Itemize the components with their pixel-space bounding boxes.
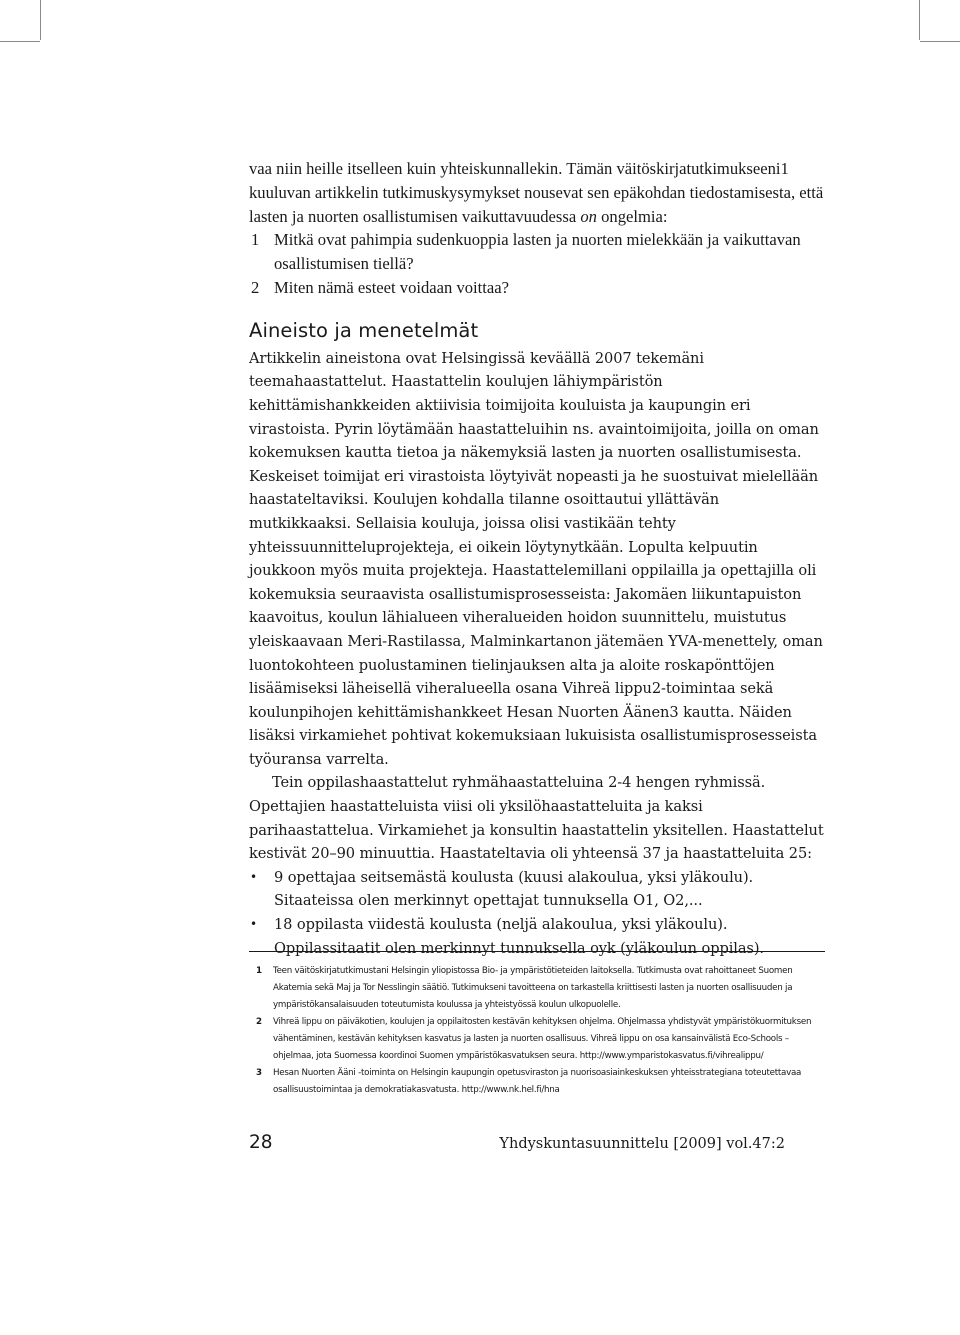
- body-paragraph: Tein oppilashaastattelut ryhmähaastatteluina 2-4 hengen ryhmissä. Opettajien haastatteluista viisi oli yksilöhaastatteluita ja kaksi parihaastattelua. Virkamiehet ja konsultin haastattelin yksitellen. Haastattelut kestivät 20–90 minuuttia. Haastateltavia oli yhteensä 37 ja haastatteluita 25:: [249, 774, 824, 863]
- intro-text: kuuluvan artikkelin tutkimuskysymykset nousevat sen epäkohdan tiedostamisesta, että lasten ja nuorten osallistumisen vaikuttavuudessa: [249, 182, 824, 226]
- list-item: [249, 866, 825, 913]
- footnote: [256, 1014, 828, 1065]
- footnote-number: 3: [256, 1068, 262, 1078]
- list-item: [249, 228, 825, 276]
- question-number: 2: [251, 277, 260, 297]
- footnote-text: Hesan Nuorten Ääni -toiminta on Helsingin kaupungin opetusviraston ja nuorisoasiainkeskuksen yhteisstrategiana toteutettavaa osallisuustoimintaa ja demokratiakasvatusta. http://www.nk.hel.fi/hna: [273, 1068, 802, 1095]
- list-item: [249, 276, 825, 300]
- body-text: -toimintaa sekä koulunpihojen kehittämishankkeet Hesan Nuorten Äänen: [249, 680, 774, 721]
- footnote-text: Teen väitöskirjatutkimustani Helsingin yliopistossa Bio- ja ympäristötieteiden laitoksella. Tutkimusta ovat rahoittaneet Suomen Akatemia sekä Maj ja Tor Nesslingin säätiö. Tutkimukseni tavoitteena on tarkastella kriittisesti lasten ja nuorten osallisuuden ja ympäristökansalaisuuden toteutumista koulussa ja yhteistyössä koulun ulkopuolelle.: [273, 966, 793, 1010]
- crop-mark: [40, 0, 41, 40]
- footnote-ref: 3: [669, 703, 679, 721]
- intro-text: ongelmia:: [601, 206, 668, 226]
- question-text: Mitkä ovat pahimpia sudenkuoppia lasten ja nuorten mielekkään ja vaikuttavan osallistumisen tiellä?: [274, 230, 801, 274]
- crop-mark: [920, 41, 960, 42]
- crop-mark: [0, 41, 40, 42]
- intro-text: Tämän väitöskirjatutkimukseeni: [566, 159, 781, 178]
- footnote-divider: [249, 951, 825, 952]
- body-paragraph: [249, 347, 825, 772]
- bullet-text: 18 oppilasta viidestä koulusta (neljä alakoulua, yksi yläkoulu). Oppilassitaatit olen merkinnyt tunnuksella oyk (yläkoulun oppilas).: [274, 916, 764, 957]
- article-body: [249, 157, 825, 960]
- bullet-list: [249, 866, 825, 960]
- question-text: Miten nämä esteet voidaan voittaa?: [274, 277, 509, 297]
- research-questions: [249, 228, 825, 299]
- page-number: 28: [249, 1132, 273, 1153]
- crop-mark: [919, 0, 920, 40]
- bullet-text: 9 opettajaa seitsemästä koulusta (kuusi alakoulua, yksi yläkoulu). Sitaateissa olen merkinnyt opettajat tunnuksella O1, O2,...: [274, 868, 754, 910]
- intro-text: vaa niin heille itselleen kuin yhteiskunnallekin.: [249, 159, 563, 178]
- list-item: [249, 913, 825, 960]
- bullet-icon: •: [250, 869, 257, 884]
- body-text: kautta. Näiden lisäksi virkamiehet pohtivat kokemuksiaan lukuisista osallistumisprosesseista työuransa varrelta.: [249, 703, 817, 768]
- intro-paragraph: [249, 157, 825, 228]
- footnote-ref: 2: [651, 680, 662, 698]
- question-number: 1: [251, 230, 260, 250]
- journal-footer: Yhdyskuntasuunnittelu [2009] vol.47:2: [499, 1136, 785, 1152]
- footnote-ref: 1: [780, 159, 789, 178]
- footnotes: [256, 963, 828, 1099]
- footnote: [256, 1065, 828, 1099]
- section-heading: Aineisto ja menetelmät: [249, 318, 479, 342]
- body-text: Artikkelin aineistona ovat Helsingissä keväällä 2007 tekemäni teemahaastattelut. Haastattelin koulujen lähiympäristön kehittämishankkeiden aktiivisia toimijoita kouluista ja kaupungin eri virastoista. Pyrin löytämään haastatteluihin ns. avaintoimijoita, joilla on oman kokemuksen kautta tietoa ja näkemyksiä lasten ja nuorten osallistumisesta. Keskeiset toimijat eri virastoista löytyivät nopeasti ja he suostuivat mielellään haastateltaviksi. Koulujen kohdalla tilanne osoittautui yllättävän mutkikkaaksi. Sellaisia kouluja, joissa olisi vastikään tehty yhteissuunnitteluprojekteja, ei oikein löytynytkään. Lopulta kelpuutin joukkoon myös muita projekteja. Haastattelemillani oppilailla ja opettajilla oli kokemuksia seuraavista osallistumisprosesseista: Jakomäen liikuntapuiston kaavoitus, koulun lähialueen viheralueiden hoidon suunnittelu, muistutus yleiskaavaan Meri-Rastilassa, Malminkartanon jätemäen YVA-menettely, oman luontokohteen puolustaminen tielinjauksen alta ja aloite roskapönttöjen lisäämiseksi läheisellä viheralueella osana Vihreä lippu: [249, 349, 823, 698]
- footnote: [256, 963, 828, 1014]
- footnote-number: 1: [256, 966, 262, 976]
- footnote-number: 2: [256, 1017, 262, 1027]
- footnote-text: Vihreä lippu on päiväkotien, koulujen ja oppilaitosten kestävän kehityksen ohjelma. Ohjelmassa yhdistyvät ympäristökuormituksen vähentäminen, kestävän kehityksen kasvatus ja lasten ja nuorten osallisuus. Vihreä lippu on osa kansainvälistä Eco-Schools – ohjelmaa, jota Suomessa koordinoi Suomen ympäristökasvatuksen seura. http://www.ymparistokasvatus.fi/vihrealippu/: [273, 1017, 812, 1061]
- emphasis: on: [580, 206, 597, 226]
- bullet-icon: •: [250, 917, 257, 932]
